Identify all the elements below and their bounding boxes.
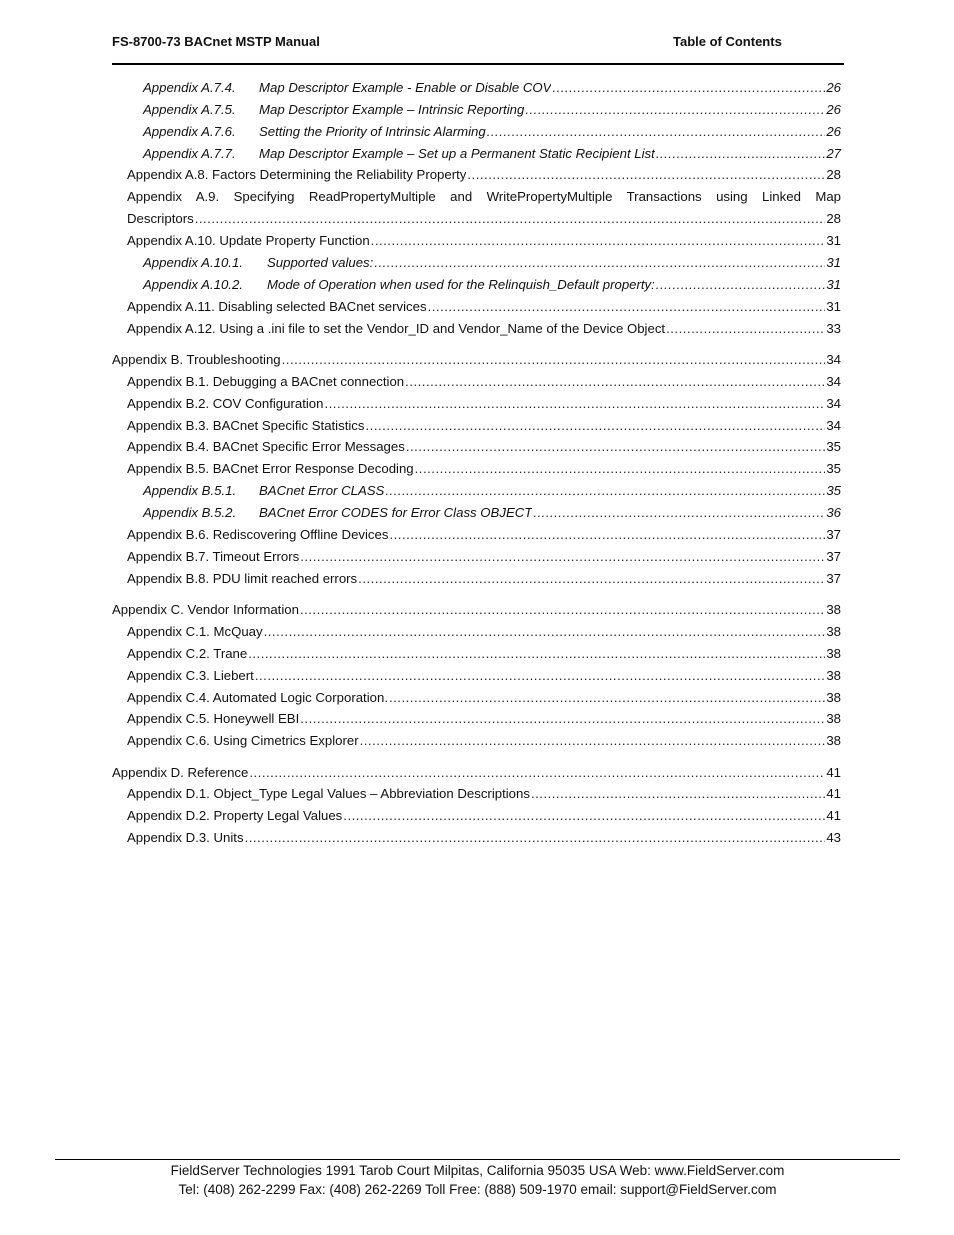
toc-leader bbox=[552, 79, 825, 97]
toc-page-number: 34 bbox=[826, 418, 841, 433]
toc-entry-title: Appendix B.5. BACnet Error Response Decoding bbox=[127, 461, 414, 476]
toc-leader bbox=[531, 785, 825, 803]
toc-leader bbox=[343, 807, 825, 825]
toc-entry-d-1[interactable] bbox=[127, 785, 841, 803]
toc-page-number: 27 bbox=[826, 146, 841, 161]
toc-page-number: 35 bbox=[826, 439, 841, 454]
toc-entry-number: Appendix A.7.5. bbox=[143, 102, 236, 117]
toc-leader bbox=[360, 732, 826, 750]
toc-entry-b-3[interactable] bbox=[127, 417, 841, 435]
toc-entry-title: Appendix C. Vendor Information bbox=[112, 602, 299, 617]
toc-entry-title: Appendix B.2. COV Configuration bbox=[127, 396, 324, 411]
toc-entry-title: Appendix C.2. Trane bbox=[127, 646, 248, 661]
toc-entry-b[interactable] bbox=[112, 351, 841, 369]
toc-entry-title: Appendix B.1. Debugging a BACnet connection bbox=[127, 374, 405, 389]
toc-page-number: 41 bbox=[826, 765, 841, 780]
toc-entry-b-5-1[interactable] bbox=[143, 482, 841, 500]
toc-leader bbox=[374, 254, 825, 272]
toc-entry-b-2[interactable] bbox=[127, 395, 841, 413]
toc-entry-c-6[interactable] bbox=[127, 732, 841, 750]
toc-entry-title: Appendix D.2. Property Legal Values bbox=[127, 808, 343, 823]
toc-page-number: 28 bbox=[826, 211, 841, 226]
toc-page-number: 31 bbox=[826, 277, 841, 292]
toc-leader bbox=[428, 298, 826, 316]
toc-entry-title: Appendix D.1. Object_Type Legal Values – Abbreviation Descriptions bbox=[127, 786, 530, 801]
toc-entry-b-6[interactable] bbox=[127, 526, 841, 544]
toc-page-number: 38 bbox=[826, 646, 841, 661]
toc-entry-title: Setting the Priority of Intrinsic Alarming bbox=[259, 124, 486, 139]
toc-entry-d-3[interactable] bbox=[127, 829, 841, 847]
toc-entry-a-7-7[interactable] bbox=[143, 145, 841, 163]
toc-entry-title: BACnet Error CLASS bbox=[259, 483, 385, 498]
toc-entry-b-7[interactable] bbox=[127, 548, 841, 566]
toc-leader bbox=[487, 123, 826, 141]
toc-page-number: 34 bbox=[826, 396, 841, 411]
toc-entry-title: Appendix A.12. Using a .ini file to set the Vendor_ID and Vendor_Name of the Device Object bbox=[127, 321, 666, 336]
toc-entry-number: Appendix A.10.2. bbox=[143, 277, 243, 292]
toc-page-number: 26 bbox=[826, 80, 841, 95]
toc-entry-title: Mode of Operation when used for the Relinquish_Default property: bbox=[267, 277, 655, 292]
toc-leader bbox=[366, 417, 826, 435]
toc-entry-a-7-4[interactable] bbox=[143, 79, 841, 97]
toc-entry-b-4[interactable] bbox=[127, 438, 841, 456]
toc-entry-d-2[interactable] bbox=[127, 807, 841, 825]
footer-contact: Tel: (408) 262-2299 Fax: (408) 262-2269 Toll Free: (888) 509-1970 email: support@FieldServer.com bbox=[178, 1182, 777, 1197]
toc-page-number: 41 bbox=[826, 786, 841, 801]
footer-divider bbox=[55, 1159, 900, 1160]
toc-page-number: 38 bbox=[826, 668, 841, 683]
header-divider bbox=[112, 63, 844, 65]
toc-entry-title: Appendix C.3. Liebert bbox=[127, 668, 254, 683]
toc-entry-a-9-line1[interactable]: Appendix A.9. Specifying ReadPropertyMultiple and WritePropertyMultiple Transactions using Linked Map bbox=[127, 189, 841, 204]
toc-entry-title: Map Descriptor Example – Intrinsic Reporting bbox=[259, 102, 525, 117]
toc-entry-number: Appendix B.5.1. bbox=[143, 483, 237, 498]
toc-page-number: 26 bbox=[826, 102, 841, 117]
toc-page-number: 43 bbox=[826, 830, 841, 845]
toc-leader bbox=[533, 504, 825, 522]
toc-entry-c-3[interactable] bbox=[127, 667, 841, 685]
toc-page-number: 35 bbox=[826, 461, 841, 476]
toc-leader bbox=[467, 166, 825, 184]
toc-entry-b-8[interactable] bbox=[127, 570, 841, 588]
toc-entry-title: Appendix C.6. Using Cimetrics Explorer bbox=[127, 733, 359, 748]
toc-leader bbox=[300, 710, 825, 728]
toc-leader bbox=[282, 351, 826, 369]
toc-entry-a-10-2[interactable] bbox=[143, 276, 841, 294]
toc-leader bbox=[300, 601, 825, 619]
toc-entry-title: Appendix B.8. PDU limit reached errors bbox=[127, 571, 358, 586]
toc-entry-b-5[interactable] bbox=[127, 460, 841, 478]
toc-leader bbox=[245, 829, 826, 847]
toc-leader bbox=[656, 276, 826, 294]
toc-leader bbox=[389, 526, 825, 544]
toc-page-number: 37 bbox=[826, 527, 841, 542]
toc-page-number: 26 bbox=[826, 124, 841, 139]
toc-leader bbox=[255, 667, 826, 685]
toc-entry-title: Appendix C.4. Automated Logic Corporation. bbox=[127, 690, 388, 705]
toc-page-number: 33 bbox=[826, 321, 841, 336]
toc-entry-title: BACnet Error CODES for Error Class OBJECT bbox=[259, 505, 533, 520]
toc-leader bbox=[406, 438, 826, 456]
toc-entry-d[interactable] bbox=[112, 764, 841, 782]
toc-entry-c-5[interactable] bbox=[127, 710, 841, 728]
toc-page-number: 38 bbox=[826, 711, 841, 726]
toc-page-number: 38 bbox=[826, 624, 841, 639]
toc-entry-c-1[interactable] bbox=[127, 623, 841, 641]
section-title: Table of Contents bbox=[673, 34, 782, 49]
toc-entry-title: Appendix B.6. Rediscovering Offline Devices bbox=[127, 527, 389, 542]
toc-entry-title: Supported values: bbox=[267, 255, 374, 270]
toc-leader bbox=[249, 764, 825, 782]
toc-entry-a-11[interactable] bbox=[127, 298, 841, 316]
toc-entry-c-4[interactable] bbox=[127, 689, 841, 707]
toc-entry-title: Map Descriptor Example - Enable or Disable COV bbox=[259, 80, 552, 95]
toc-entry-a-9-line2[interactable] bbox=[127, 210, 841, 228]
toc-leader bbox=[324, 395, 825, 413]
toc-page-number: 31 bbox=[826, 255, 841, 270]
toc-entry-b-5-2[interactable] bbox=[143, 504, 841, 522]
footer-address: FieldServer Technologies 1991 Tarob Court Milpitas, California 95035 USA Web: www.FieldServer.com bbox=[170, 1163, 785, 1178]
toc-entry-a-12[interactable] bbox=[127, 320, 841, 338]
toc-page-number: 35 bbox=[826, 483, 841, 498]
toc-entry-title: Appendix D. Reference bbox=[112, 765, 249, 780]
toc-entry-number: Appendix B.5.2. bbox=[143, 505, 237, 520]
toc-leader bbox=[371, 232, 826, 250]
toc-leader bbox=[415, 460, 826, 478]
toc-leader bbox=[264, 623, 826, 641]
toc-page-number: 37 bbox=[826, 549, 841, 564]
toc-page-number: 36 bbox=[826, 505, 841, 520]
document-title: FS-8700-73 BACnet MSTP Manual bbox=[112, 34, 320, 49]
toc-entry-title: Appendix A.8. Factors Determining the Reliability Property bbox=[127, 167, 467, 182]
toc-entry-title: Map Descriptor Example – Set up a Permanent Static Recipient List bbox=[259, 146, 655, 161]
toc-entry-a-10-1[interactable] bbox=[143, 254, 841, 272]
toc-page-number: 38 bbox=[826, 602, 841, 617]
toc-page-number: 38 bbox=[826, 733, 841, 748]
toc-entry-title: Descriptors bbox=[127, 211, 194, 226]
toc-page-number: 37 bbox=[826, 571, 841, 586]
toc-leader bbox=[358, 570, 825, 588]
toc-page-number: 28 bbox=[826, 167, 841, 182]
toc-page-number: 34 bbox=[826, 352, 841, 367]
toc-leader bbox=[195, 210, 826, 228]
toc-entry-title: Appendix A.11. Disabling selected BACnet services bbox=[127, 299, 427, 314]
toc-entry-title: Appendix C.1. McQuay bbox=[127, 624, 263, 639]
toc-page-number: 34 bbox=[826, 374, 841, 389]
toc-entry-title: Appendix B. Troubleshooting bbox=[112, 352, 281, 367]
toc-entry-number: Appendix A.7.4. bbox=[143, 80, 236, 95]
toc-page-number: 31 bbox=[826, 233, 841, 248]
toc-entry-a-10[interactable] bbox=[127, 232, 841, 250]
toc-leader bbox=[248, 645, 825, 663]
toc-leader bbox=[525, 101, 825, 119]
toc-leader bbox=[385, 482, 825, 500]
toc-leader bbox=[666, 320, 825, 338]
toc-leader bbox=[389, 689, 825, 707]
toc-entry-c[interactable] bbox=[112, 601, 841, 619]
toc-entry-a-7-6[interactable] bbox=[143, 123, 841, 141]
toc-entry-a-8[interactable] bbox=[127, 166, 841, 184]
toc-leader bbox=[300, 548, 825, 566]
toc-leader bbox=[656, 145, 826, 163]
toc-entry-number: Appendix A.7.6. bbox=[143, 124, 236, 139]
toc-entry-number: Appendix A.7.7. bbox=[143, 146, 236, 161]
toc-page-number: 38 bbox=[826, 690, 841, 705]
toc-entry-c-2[interactable] bbox=[127, 645, 841, 663]
toc-page-number: 31 bbox=[826, 299, 841, 314]
toc-entry-title: Appendix C.5. Honeywell EBI bbox=[127, 711, 300, 726]
toc-entry-number: Appendix A.10.1. bbox=[143, 255, 243, 270]
toc-entry-title: Appendix B.7. Timeout Errors bbox=[127, 549, 300, 564]
toc-entry-title: Appendix A.10. Update Property Function bbox=[127, 233, 370, 248]
toc-page-number: 41 bbox=[826, 808, 841, 823]
toc-entry-title: Appendix D.3. Units bbox=[127, 830, 244, 845]
toc-entry-a-7-5[interactable] bbox=[143, 101, 841, 119]
toc-entry-b-1[interactable] bbox=[127, 373, 841, 391]
toc-leader bbox=[405, 373, 825, 391]
toc-entry-title: Appendix B.3. BACnet Specific Statistics bbox=[127, 418, 365, 433]
toc-entry-title: Appendix B.4. BACnet Specific Error Messages bbox=[127, 439, 405, 454]
